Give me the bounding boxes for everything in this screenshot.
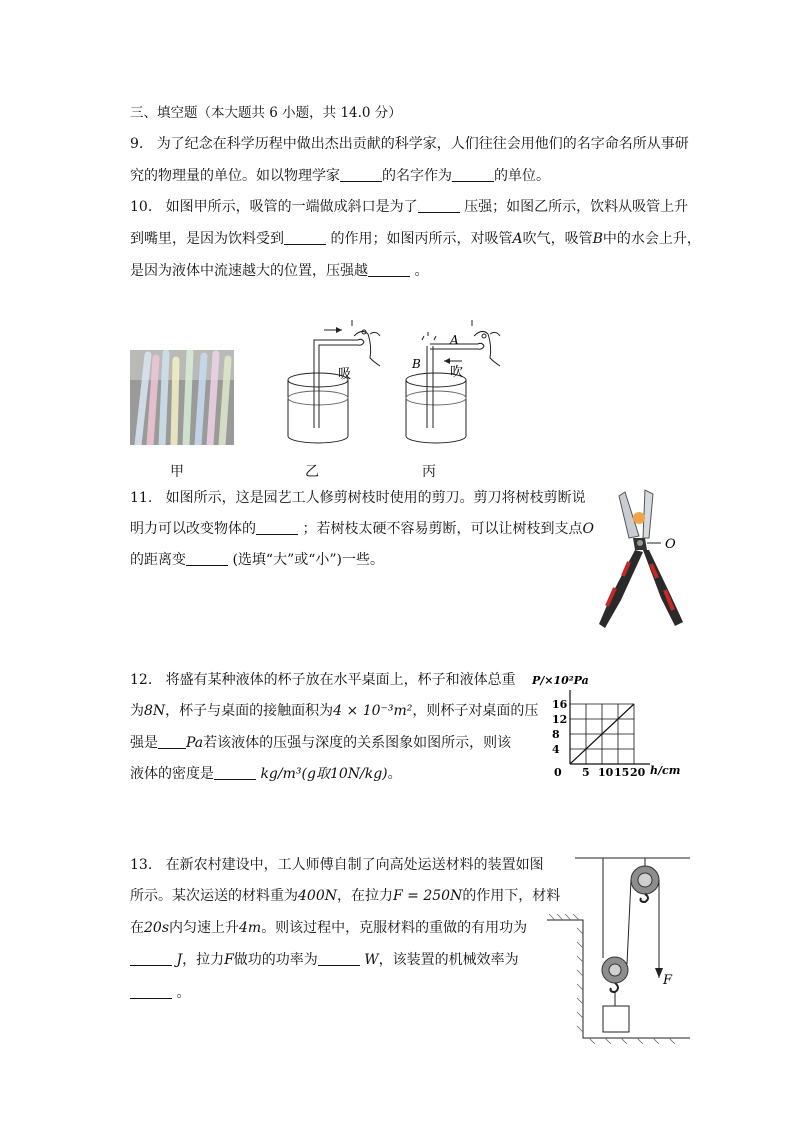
figure-yi <box>280 318 390 453</box>
figure-bing <box>400 318 510 453</box>
question-text: 的单位。 <box>494 168 550 184</box>
unit-Pa: Pa <box>186 735 204 751</box>
question-9-line-2 <box>130 166 550 186</box>
math-value: 400N <box>298 888 337 904</box>
answer-blank[interactable] <box>418 198 460 213</box>
question-11-line-3 <box>130 550 384 570</box>
beaker-drinking-icon <box>280 318 390 453</box>
question-text: 到嘴里，是因为饮料受到 <box>130 231 284 247</box>
pulley-system-icon <box>545 850 695 1045</box>
question-9-line-1 <box>130 134 689 154</box>
answer-blank[interactable] <box>214 765 256 780</box>
question-13-line-3 <box>130 918 527 938</box>
question-text: 中的水会上升， <box>602 231 701 247</box>
variable-B: B <box>592 231 603 247</box>
question-text: 为 <box>130 703 144 719</box>
math-value: F = 250N <box>392 888 463 904</box>
question-text: ，在拉力 <box>336 888 393 904</box>
chart-svg <box>530 668 690 783</box>
question-number: 10. <box>130 199 153 215</box>
label-A: A <box>450 333 459 347</box>
question-text: 是因为液体中流速越大的位置，压强越 <box>130 263 368 279</box>
math-value: 8N <box>144 703 166 719</box>
force-label-F: F <box>663 973 673 988</box>
question-13-line-1 <box>130 855 544 875</box>
question-11-line-2 <box>130 519 594 539</box>
question-text: ，杯子与桌面的接触面积为 <box>165 703 334 719</box>
chart-y-tick: 4 <box>552 743 560 756</box>
variable-A: A <box>512 231 523 247</box>
chart-y-label: P/×10²Pa <box>532 674 589 687</box>
question-13-line-5 <box>130 983 190 1003</box>
question-text: ；若树枝太硬不容易剪断，可以让树枝到支点 <box>302 521 583 537</box>
question-text: 。 <box>176 985 191 1001</box>
question-text: (选填“大”或“小”)一些。 <box>232 552 385 568</box>
answer-blank[interactable] <box>318 951 360 966</box>
answer-blank[interactable] <box>186 551 228 566</box>
question-text: 强是 <box>130 735 158 751</box>
chart-x-tick: 15 <box>614 766 630 779</box>
question-10-line-3 <box>130 261 428 281</box>
question-text: 将盛有某种液体的杯子放在水平桌面上，杯子和液体总重 <box>165 672 516 688</box>
question-text: 所示。某次运送的材料重为 <box>130 888 298 904</box>
math-value: 4 × 10⁻³m² <box>333 703 413 719</box>
question-text: 若该液体的压强与深度的关系图象如图所示，则该 <box>203 735 512 751</box>
figure-label-yi: 乙 <box>305 464 319 480</box>
section-title: 三、填空题（本大题共 6 小题，共 14.0 分） <box>130 105 402 121</box>
question-text: 如图甲所示，吸管的一端做成斜口是为了 <box>165 199 418 215</box>
question-text: 吹气，吸管 <box>522 231 593 247</box>
question-text: 在 <box>130 920 144 936</box>
question-text: 如图所示，这是园艺工人修剪树枝时使用的剪刀。剪刀将树枝剪断说 <box>165 490 586 506</box>
pivot-label-O: O <box>665 537 676 552</box>
question-number: 9. <box>130 136 144 152</box>
question-text: 的距离变 <box>130 552 186 568</box>
math-value: 20s <box>144 920 169 936</box>
question-text: 。则该过程中，克服材料的重做的有用功为 <box>261 920 528 936</box>
chart-x-tick: 5 <box>582 766 590 779</box>
label-B: B <box>412 357 421 371</box>
answer-blank[interactable] <box>452 167 494 182</box>
answer-blank[interactable] <box>130 984 172 999</box>
question-text: 究的物理量的单位。如以物理学家 <box>130 168 340 184</box>
question-number: 13. <box>130 857 153 873</box>
unit-density: kg/m³ <box>260 766 302 782</box>
answer-blank[interactable] <box>158 734 186 749</box>
beaker-blowing-icon <box>400 318 510 453</box>
shears-figure <box>585 488 695 633</box>
unit-W: W <box>364 952 379 968</box>
chart-x-tick: 0 <box>554 766 562 779</box>
question-text: 在新农村建设中，工人师傅自制了向高处运送材料的装置如图 <box>165 857 544 873</box>
chart-x-tick: 10 <box>598 766 614 779</box>
question-12-line-1 <box>130 670 516 690</box>
answer-blank[interactable] <box>340 167 382 182</box>
question-13-line-4 <box>130 950 519 970</box>
chart-ticks <box>552 698 646 779</box>
figure-label-jia: 甲 <box>170 464 184 480</box>
question-number: 11. <box>130 490 153 506</box>
question-text: 为了纪念在科学历程中做出杰出贡献的科学家，人们往往会用他们的名字命名所从事研 <box>156 136 689 152</box>
question-text: 做功的功率为 <box>233 952 318 968</box>
question-text: 压强；如图乙所示，饮料从吸管上升 <box>464 199 689 215</box>
question-text: ，该装置的机械效率为 <box>378 952 519 968</box>
question-text: 。 <box>387 766 402 782</box>
question-11-line-1 <box>130 488 586 508</box>
question-text: 的名字作为 <box>382 168 452 184</box>
math-value: (g取10N/kg) <box>301 766 388 782</box>
answer-blank[interactable] <box>130 951 172 966</box>
unit-J: J <box>176 952 183 968</box>
chart-y-tick: 8 <box>552 728 560 741</box>
math-value: 4m <box>239 920 262 936</box>
answer-blank[interactable] <box>368 262 410 277</box>
question-10-line-2 <box>130 229 701 249</box>
chart-x-label: h/cm <box>650 764 681 777</box>
question-text: ，拉力 <box>182 952 225 968</box>
question-12-line-2 <box>130 701 538 721</box>
label-xi: 吸 <box>338 367 352 382</box>
variable-O: O <box>582 521 594 537</box>
pruning-shears-icon <box>585 488 695 633</box>
straws-photo <box>130 350 234 445</box>
chart-x-tick: 20 <box>630 766 646 779</box>
straws-image-icon <box>130 350 234 445</box>
pressure-depth-chart <box>530 668 690 783</box>
question-text: 内匀速上升 <box>169 920 239 936</box>
question-text: 液体的密度是 <box>130 766 214 782</box>
question-12-line-4 <box>130 764 402 784</box>
chart-y-tick: 12 <box>552 713 568 726</box>
answer-blank[interactable] <box>284 230 326 245</box>
variable-F: F <box>224 952 234 968</box>
question-text: 。 <box>414 263 429 279</box>
chart-y-tick: 16 <box>552 698 568 711</box>
question-text: 明力可以改变物体的 <box>130 521 256 537</box>
question-text: 的作用；如图丙所示，对吸管 <box>330 231 513 247</box>
question-text: 的作用下，材料 <box>462 888 561 904</box>
question-text: ，则杯子对桌面的压 <box>412 703 539 719</box>
label-chui: 吹 <box>450 365 464 380</box>
figure-label-bing: 丙 <box>422 464 436 480</box>
question-10-line-1 <box>130 197 688 217</box>
question-13-line-2 <box>130 886 560 906</box>
question-12-line-3 <box>130 733 511 753</box>
answer-blank[interactable] <box>256 520 298 535</box>
pulley-figure <box>545 850 695 1045</box>
question-number: 12. <box>130 672 153 688</box>
